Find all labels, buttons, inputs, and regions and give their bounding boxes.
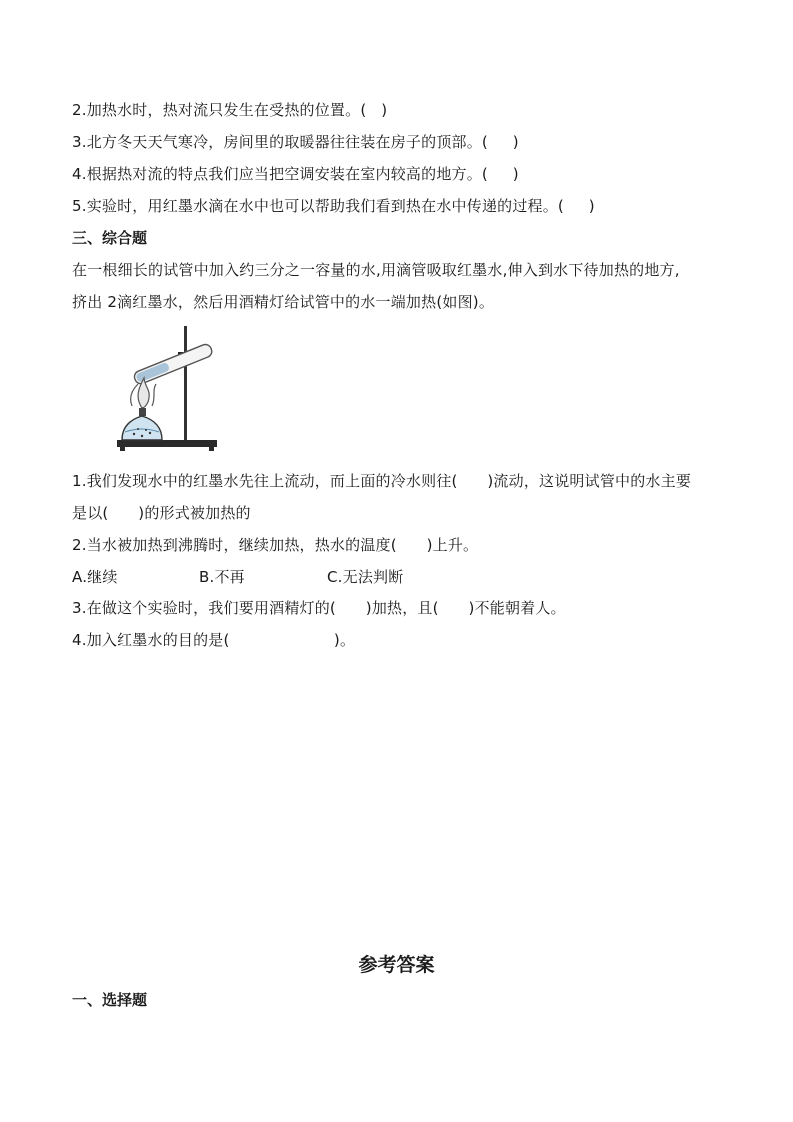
option-b: B.不再 <box>199 568 245 586</box>
option-c: C.无法判断 <box>327 568 404 586</box>
experiment-intro-line-2: 挤出 2滴红墨水，然后用酒精灯给试管中的水一端加热(如图)。 <box>72 293 495 311</box>
judgement-item-3: 3.北方冬天天气寒冷，房间里的取暖器往往装在房子的顶部。( ) <box>72 133 519 151</box>
question-3: 3.在做这个实验时，我们要用酒精灯的( )加热，且( )不能朝着人。 <box>72 599 566 617</box>
question-1-line-2: 是以( )的形式被加热的 <box>72 504 251 522</box>
question-4: 4.加入红墨水的目的是( )。 <box>72 631 356 649</box>
option-a: A.继续 <box>72 568 118 586</box>
experiment-intro-line-1: 在一根细长的试管中加入约三分之一容量的水,用滴管吸取红墨水,伸入到水下待加热的地方, <box>72 261 680 279</box>
stand-base <box>117 440 217 447</box>
judgement-item-2: 2.加热水时，热对流只发生在受热的位置。( ) <box>72 101 388 119</box>
question-2: 2.当水被加热到沸腾时，继续加热，热水的温度( )上升。 <box>72 536 479 554</box>
alcohol-lamp-test-tube-icon <box>112 322 222 454</box>
judgement-item-4: 4.根据热对流的特点我们应当把空调安装在室内较高的地方。( ) <box>72 165 519 183</box>
test-tube <box>133 343 214 386</box>
answer-section-1-heading: 一、选择题 <box>72 991 148 1009</box>
judgement-item-5: 5.实验时，用红墨水滴在水中也可以帮助我们看到热在水中传递的过程。( ) <box>72 197 595 215</box>
question-1-line-1: 1.我们发现水中的红墨水先往上流动，而上面的冷水则往( )流动，这说明试管中的水主要 <box>72 472 692 490</box>
answer-key-title: 参考答案 <box>358 954 435 976</box>
stand-rod <box>184 326 187 440</box>
apparatus-illustration <box>112 322 222 454</box>
section-heading-comprehensive: 三、综合题 <box>72 229 148 247</box>
